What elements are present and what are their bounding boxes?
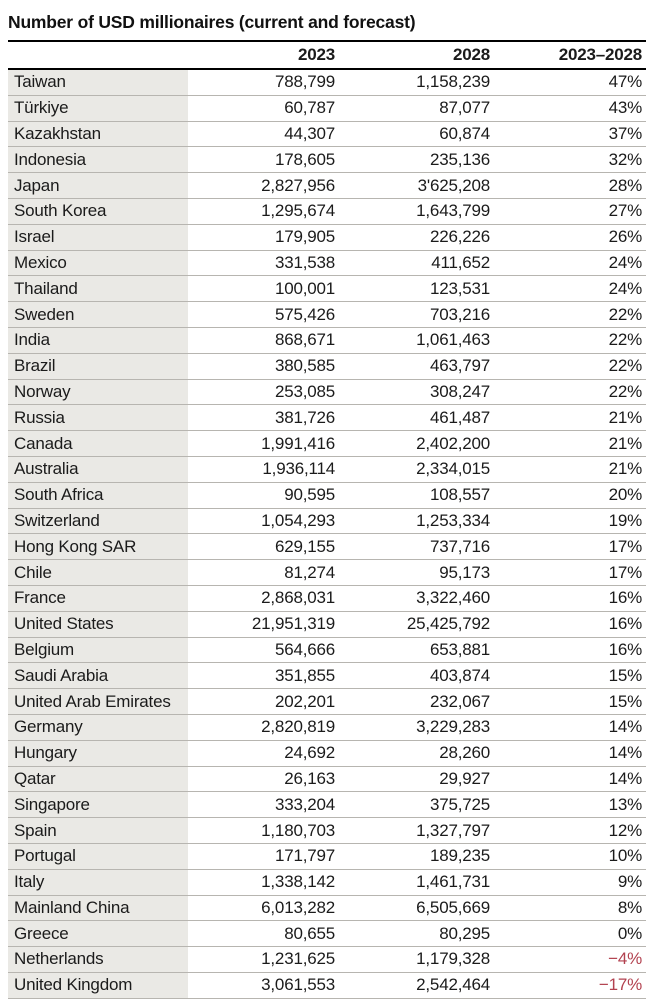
table-row: [8, 560, 646, 586]
table-row: [8, 147, 646, 173]
change-percent: 12%: [608, 820, 642, 840]
value-2023: 90,595: [284, 485, 335, 505]
value-2028: 703,216: [429, 304, 490, 324]
country-name: United States: [8, 612, 188, 637]
value-2023: 351,855: [274, 665, 335, 685]
country-name: Sweden: [8, 302, 188, 327]
value-2028: 25,425,792: [406, 614, 490, 634]
value-2023: 333,204: [274, 794, 335, 814]
value-2023: 178,605: [274, 149, 335, 169]
value-2028: 189,235: [429, 846, 490, 866]
value-2028: 653,881: [429, 639, 490, 659]
value-2028: 87,077: [439, 98, 490, 118]
value-2023: 1,936,114: [262, 459, 335, 479]
table-row: [8, 741, 646, 767]
country-name: Brazil: [8, 354, 188, 379]
country-name: Germany: [8, 715, 188, 740]
country-name: Belgium: [8, 638, 188, 663]
value-2028: 232,067: [429, 691, 490, 711]
value-2028: 1,061,463: [416, 330, 490, 350]
change-percent: 22%: [608, 356, 642, 376]
country-name: Switzerland: [8, 509, 188, 534]
change-percent: 17%: [608, 562, 642, 582]
table-row: [8, 225, 646, 251]
millionaires-table: [8, 42, 646, 999]
change-percent: 21%: [608, 407, 642, 427]
table-row: [8, 251, 646, 277]
table-row: [8, 199, 646, 225]
table-row: [8, 896, 646, 922]
change-percent: 16%: [608, 639, 642, 659]
table-row: [8, 689, 646, 715]
country-name: Japan: [8, 173, 188, 198]
change-percent: 22%: [608, 330, 642, 350]
change-percent: 15%: [608, 691, 642, 711]
change-percent: 16%: [608, 614, 642, 634]
table-body: [8, 70, 646, 999]
value-2023: 44,307: [284, 123, 335, 143]
country-name: United Kingdom: [8, 973, 188, 998]
country-name: Thailand: [8, 276, 188, 301]
value-2028: 235,136: [429, 149, 490, 169]
table-row: [8, 921, 646, 947]
value-2028: 403,874: [429, 665, 490, 685]
country-name: Qatar: [8, 767, 188, 792]
value-2028: 123,531: [429, 278, 490, 298]
country-name: India: [8, 328, 188, 353]
value-2028: 6,505,669: [416, 897, 490, 917]
value-2023: 81,274: [284, 562, 335, 582]
country-name: Canada: [8, 431, 188, 456]
country-name: Netherlands: [8, 947, 188, 972]
country-name: Spain: [8, 818, 188, 843]
value-2028: 226,226: [429, 227, 490, 247]
value-2023: 788,799: [274, 72, 335, 92]
change-percent: 32%: [608, 149, 642, 169]
table-row: [8, 405, 646, 431]
value-2028: 95,173: [439, 562, 490, 582]
country-name: Kazakhstan: [8, 122, 188, 147]
country-name: Italy: [8, 870, 188, 895]
change-percent: −17%: [598, 975, 642, 995]
change-percent: 9%: [617, 872, 642, 892]
value-2028: 1,327,797: [416, 820, 490, 840]
change-percent: 28%: [608, 175, 642, 195]
change-percent: −4%: [608, 949, 642, 969]
country-name: Australia: [8, 457, 188, 482]
country-name: Chile: [8, 560, 188, 585]
value-2028: 2,402,200: [416, 433, 490, 453]
value-2023: 179,905: [274, 227, 335, 247]
value-2028: 308,247: [429, 381, 490, 401]
table-row: [8, 509, 646, 535]
change-percent: 24%: [608, 278, 642, 298]
table-row: [8, 483, 646, 509]
value-2028: 411,652: [431, 252, 490, 272]
value-2028: 108,557: [429, 485, 490, 505]
value-2023: 253,085: [274, 381, 335, 401]
value-2028: 1,643,799: [416, 201, 490, 221]
value-2028: 1,253,334: [416, 510, 490, 530]
country-name: Saudi Arabia: [8, 663, 188, 688]
value-2028: 375,725: [429, 794, 490, 814]
change-percent: 22%: [608, 304, 642, 324]
value-2028: 2,334,015: [416, 459, 490, 479]
change-percent: 15%: [608, 665, 642, 685]
value-2028: 3,229,283: [416, 717, 490, 737]
country-name: South Korea: [8, 199, 188, 224]
country-name: Russia: [8, 405, 188, 430]
country-name: Norway: [8, 380, 188, 405]
change-percent: 19%: [608, 510, 642, 530]
table-row: [8, 715, 646, 741]
table-row: [8, 870, 646, 896]
country-name: Greece: [8, 921, 188, 946]
value-2028: 80,295: [439, 923, 490, 943]
table-row: [8, 70, 646, 96]
value-2023: 171,797: [274, 846, 335, 866]
change-percent: 14%: [608, 768, 642, 788]
value-2023: 60,787: [284, 98, 335, 118]
table-row: [8, 767, 646, 793]
table-row: [8, 612, 646, 638]
table-row: [8, 431, 646, 457]
country-name: Taiwan: [8, 70, 188, 95]
country-name: Hong Kong SAR: [8, 534, 188, 559]
value-2023: 1,180,703: [261, 820, 335, 840]
change-percent: 14%: [608, 717, 642, 737]
value-2023: 1,054,293: [261, 510, 335, 530]
value-2023: 1,338,142: [261, 872, 335, 892]
value-2028: 3,322,460: [416, 588, 490, 608]
value-2023: 3,061,553: [261, 975, 335, 995]
value-2023: 868,671: [274, 330, 335, 350]
table-row: [8, 947, 646, 973]
change-percent: 27%: [608, 201, 642, 221]
table-row: [8, 354, 646, 380]
value-2023: 1,991,416: [261, 433, 335, 453]
value-2028: 2,542,464: [416, 975, 490, 995]
table-row: [8, 276, 646, 302]
value-2023: 100,001: [274, 278, 335, 298]
table-row: [8, 96, 646, 122]
value-2028: 60,874: [439, 123, 490, 143]
header-change-2023-2028: 2023–2028: [558, 45, 642, 64]
value-2028: 1,179,328: [416, 949, 490, 969]
value-2028: 737,716: [429, 536, 490, 556]
change-percent: 47%: [608, 72, 642, 92]
change-percent: 8%: [617, 897, 642, 917]
table-row: [8, 818, 646, 844]
value-2023: 80,655: [284, 923, 335, 943]
country-name: United Arab Emirates: [8, 689, 188, 714]
country-name: Singapore: [8, 792, 188, 817]
table-title: Number of USD millionaires (current and forecast): [8, 0, 646, 42]
change-percent: 0%: [617, 923, 642, 943]
change-percent: 10%: [608, 846, 642, 866]
value-2023: 1,231,625: [261, 949, 335, 969]
change-percent: 22%: [608, 381, 642, 401]
country-name: Portugal: [8, 844, 188, 869]
change-percent: 37%: [608, 123, 642, 143]
table-row: [8, 380, 646, 406]
change-percent: 17%: [608, 536, 642, 556]
table-row: [8, 173, 646, 199]
value-2028: 463,797: [429, 356, 490, 376]
table-row: [8, 638, 646, 664]
table-row: [8, 534, 646, 560]
table-row: [8, 457, 646, 483]
value-2028: 29,927: [439, 768, 490, 788]
header-2023: 2023: [297, 45, 335, 64]
value-2028: 3'625,208: [417, 175, 490, 195]
value-2023: 26,163: [284, 768, 335, 788]
country-name: Hungary: [8, 741, 188, 766]
value-2028: 28,260: [439, 743, 490, 763]
value-2023: 381,726: [274, 407, 335, 427]
table-row: [8, 122, 646, 148]
value-2023: 2,868,031: [261, 588, 335, 608]
value-2028: 1,461,731: [416, 872, 490, 892]
value-2023: 2,820,819: [261, 717, 335, 737]
table-header-row: [8, 42, 646, 70]
change-percent: 13%: [608, 794, 642, 814]
country-name: Indonesia: [8, 147, 188, 172]
country-name: France: [8, 586, 188, 611]
value-2023: 6,013,282: [261, 897, 335, 917]
value-2028: 461,487: [429, 407, 490, 427]
change-percent: 21%: [608, 433, 642, 453]
value-2023: 564,666: [274, 639, 335, 659]
table-row: [8, 302, 646, 328]
change-percent: 24%: [608, 252, 642, 272]
change-percent: 21%: [608, 459, 642, 479]
table-row: [8, 792, 646, 818]
value-2023: 1,295,674: [261, 201, 335, 221]
change-percent: 20%: [608, 485, 642, 505]
millionaires-table-page: [8, 0, 646, 999]
value-2028: 1,158,239: [416, 72, 490, 92]
change-percent: 16%: [608, 588, 642, 608]
country-name: Türkiye: [8, 96, 188, 121]
country-name: Mexico: [8, 251, 188, 276]
value-2023: 21,951,319: [251, 614, 335, 634]
table-row: [8, 328, 646, 354]
change-percent: 14%: [608, 743, 642, 763]
value-2023: 2,827,956: [261, 175, 335, 195]
value-2023: 575,426: [274, 304, 335, 324]
change-percent: 43%: [608, 98, 642, 118]
country-name: Israel: [8, 225, 188, 250]
value-2023: 24,692: [284, 743, 335, 763]
table-row: [8, 973, 646, 999]
value-2023: 629,155: [274, 536, 335, 556]
country-name: South Africa: [8, 483, 188, 508]
table-row: [8, 663, 646, 689]
change-percent: 26%: [608, 227, 642, 247]
value-2023: 380,585: [274, 356, 335, 376]
value-2023: 331,538: [274, 252, 335, 272]
value-2023: 202,201: [274, 691, 335, 711]
table-row: [8, 844, 646, 870]
country-name: Mainland China: [8, 896, 188, 921]
header-2028: 2028: [452, 45, 490, 64]
table-row: [8, 586, 646, 612]
